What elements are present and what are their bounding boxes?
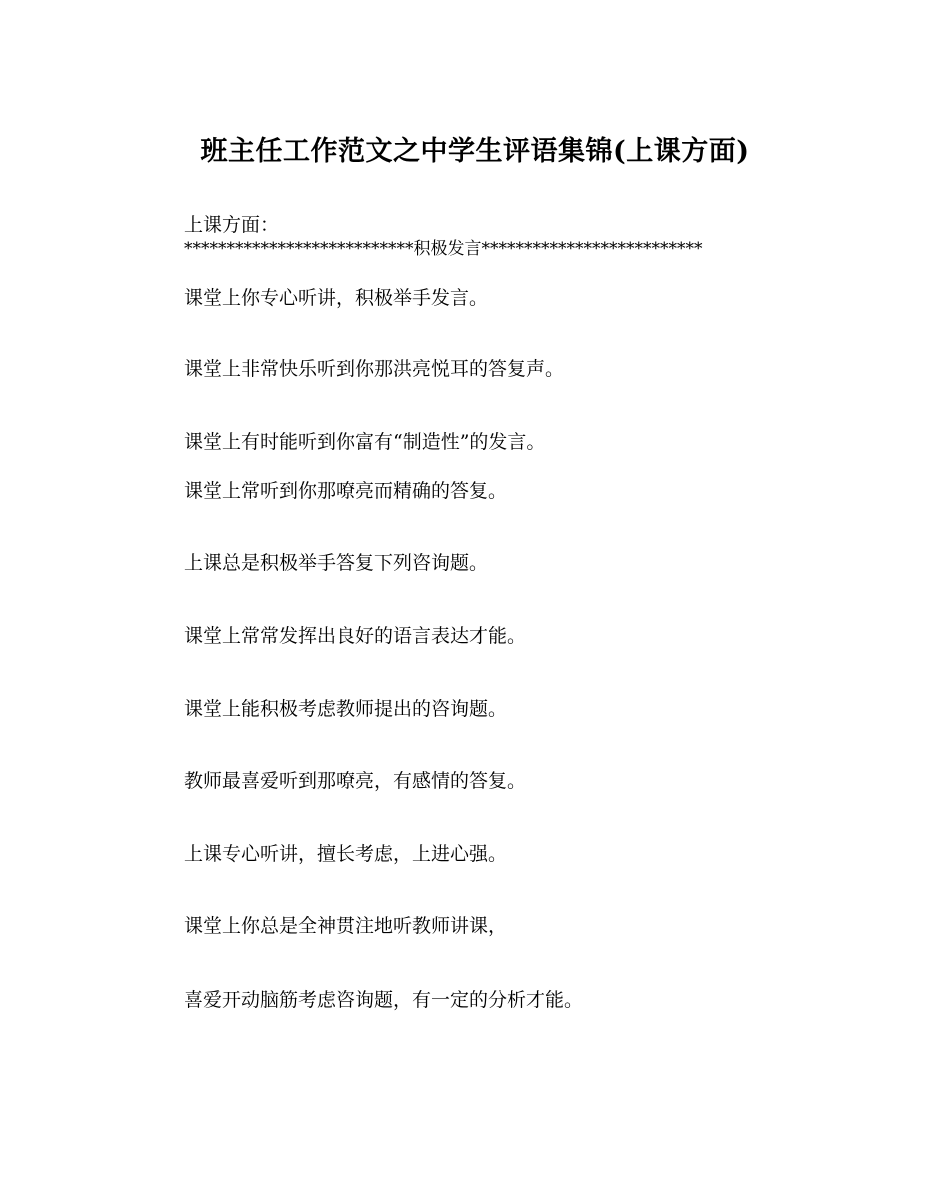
- comment-line: 课堂上能积极考虑教师提出的咨询题。: [184, 698, 508, 720]
- comment-line: 课堂上非常快乐听到你那洪亮悦耳的答复声。: [184, 358, 565, 380]
- stars-heading: ***************************积极发言**************************: [184, 239, 703, 259]
- comment-line: 课堂上常常发挥出良好的语言表达才能。: [184, 625, 527, 647]
- document-title: 班主任工作范文之中学生评语集锦(上课方面): [200, 136, 750, 167]
- comment-line: 课堂上你专心听讲，积极举手发言。: [184, 287, 489, 309]
- comment-line: 上课总是积极举手答复下列咨询题。: [184, 552, 489, 574]
- comment-line: 喜爱开动脑筋考虑咨询题，有一定的分析才能。: [184, 989, 584, 1011]
- comment-line: 上课专心听讲，擅长考虑，上进心强。: [184, 843, 508, 865]
- comment-line: 课堂上常听到你那嘹亮而精确的答复。: [184, 480, 508, 502]
- comment-line: 教师最喜爱听到那嘹亮，有感情的答复。: [184, 770, 527, 792]
- section-label: 上课方面：: [184, 214, 280, 236]
- comment-line: 课堂上有时能听到你富有“制造性”的发言。: [184, 431, 546, 453]
- comment-line: 课堂上你总是全神贯注地听教师讲课，: [184, 915, 508, 937]
